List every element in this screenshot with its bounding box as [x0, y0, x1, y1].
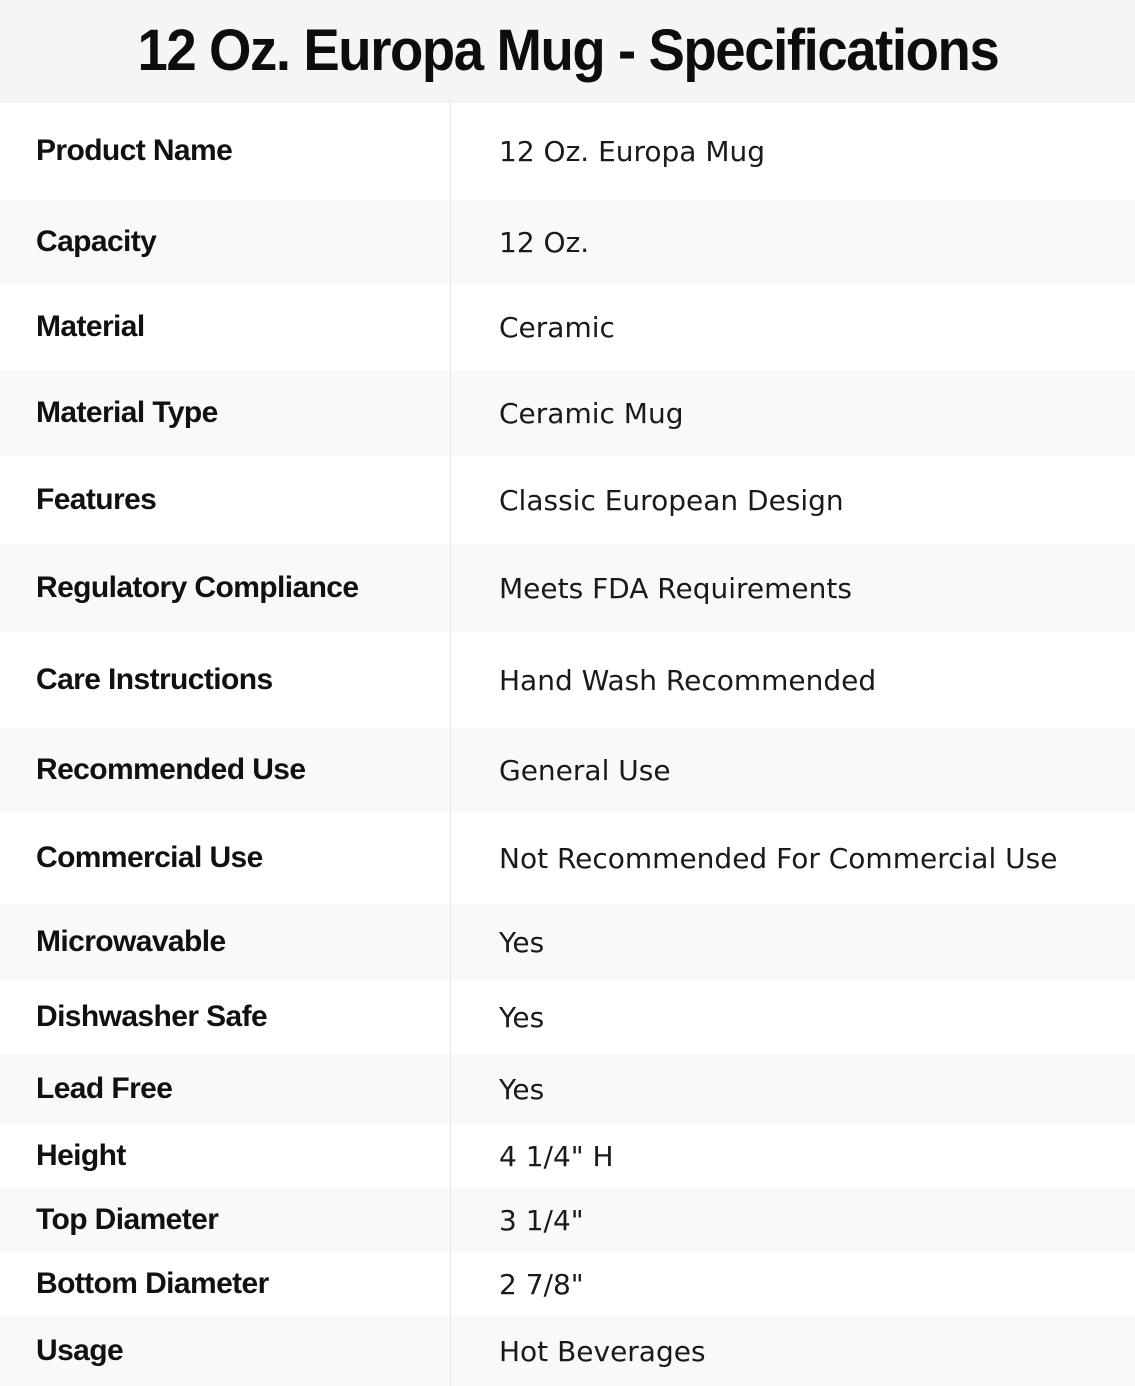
spec-label: Height: [36, 1139, 126, 1172]
spec-label: Care Instructions: [36, 663, 273, 696]
spec-label: Recommended Use: [36, 753, 306, 786]
spec-value: Classic European Design: [499, 483, 844, 517]
spec-row-lead-free: [0, 1054, 1135, 1124]
spec-label: Material: [36, 310, 145, 343]
spec-row-bottom-diameter: [0, 1252, 1135, 1316]
page-title: 12 Oz. Europa Mug - Specifications: [137, 18, 998, 83]
spec-label: Top Diameter: [36, 1203, 219, 1236]
spec-row-material: [0, 284, 1135, 370]
spec-value: 2 7/8": [499, 1267, 584, 1301]
spec-row-material-type: [0, 370, 1135, 456]
spec-row-dishwasher-safe: [0, 980, 1135, 1054]
spec-row-features: [0, 456, 1135, 544]
spec-label: Commercial Use: [36, 841, 263, 874]
spec-row-top-diameter: [0, 1188, 1135, 1252]
spec-label: Material Type: [36, 396, 218, 429]
spec-value: Yes: [499, 1000, 545, 1034]
spec-value: Hand Wash Recommended: [499, 663, 877, 697]
spec-label: Regulatory Compliance: [36, 571, 359, 604]
spec-label: Microwavable: [36, 925, 226, 958]
spec-row-height: [0, 1124, 1135, 1188]
spec-value: Yes: [499, 925, 545, 959]
spec-value: 4 1/4" H: [499, 1139, 614, 1173]
spec-row-commercial-use: [0, 812, 1135, 904]
spec-value: Ceramic: [499, 310, 615, 344]
spec-row-care-instructions: [0, 632, 1135, 728]
spec-row-usage: [0, 1316, 1135, 1386]
spec-label: Features: [36, 483, 157, 516]
spec-value: 12 Oz. Europa Mug: [499, 134, 766, 168]
spec-label: Dishwasher Safe: [36, 1000, 268, 1033]
spec-label: Product Name: [36, 134, 233, 167]
spec-value: Meets FDA Requirements: [499, 571, 852, 605]
spec-value: Yes: [499, 1072, 545, 1106]
spec-value: 3 1/4": [499, 1203, 584, 1237]
spec-label: Usage: [36, 1334, 124, 1367]
spec-row-regulatory-compliance: [0, 544, 1135, 632]
spec-row-microwavable: [0, 904, 1135, 980]
spec-table: [0, 102, 1135, 1386]
spec-value: General Use: [499, 753, 671, 787]
spec-row-capacity: [0, 200, 1135, 284]
spec-label: Capacity: [36, 225, 157, 258]
spec-value: 12 Oz.: [499, 225, 590, 259]
spec-row-product-name: [0, 102, 1135, 200]
spec-label: Lead Free: [36, 1072, 173, 1105]
spec-value: Hot Beverages: [499, 1334, 706, 1368]
title-bar: [0, 0, 1135, 102]
spec-row-recommended-use: [0, 728, 1135, 812]
spec-value: Not Recommended For Commercial Use: [499, 841, 1058, 875]
spec-label: Bottom Diameter: [36, 1267, 269, 1300]
spec-value: Ceramic Mug: [499, 396, 684, 430]
